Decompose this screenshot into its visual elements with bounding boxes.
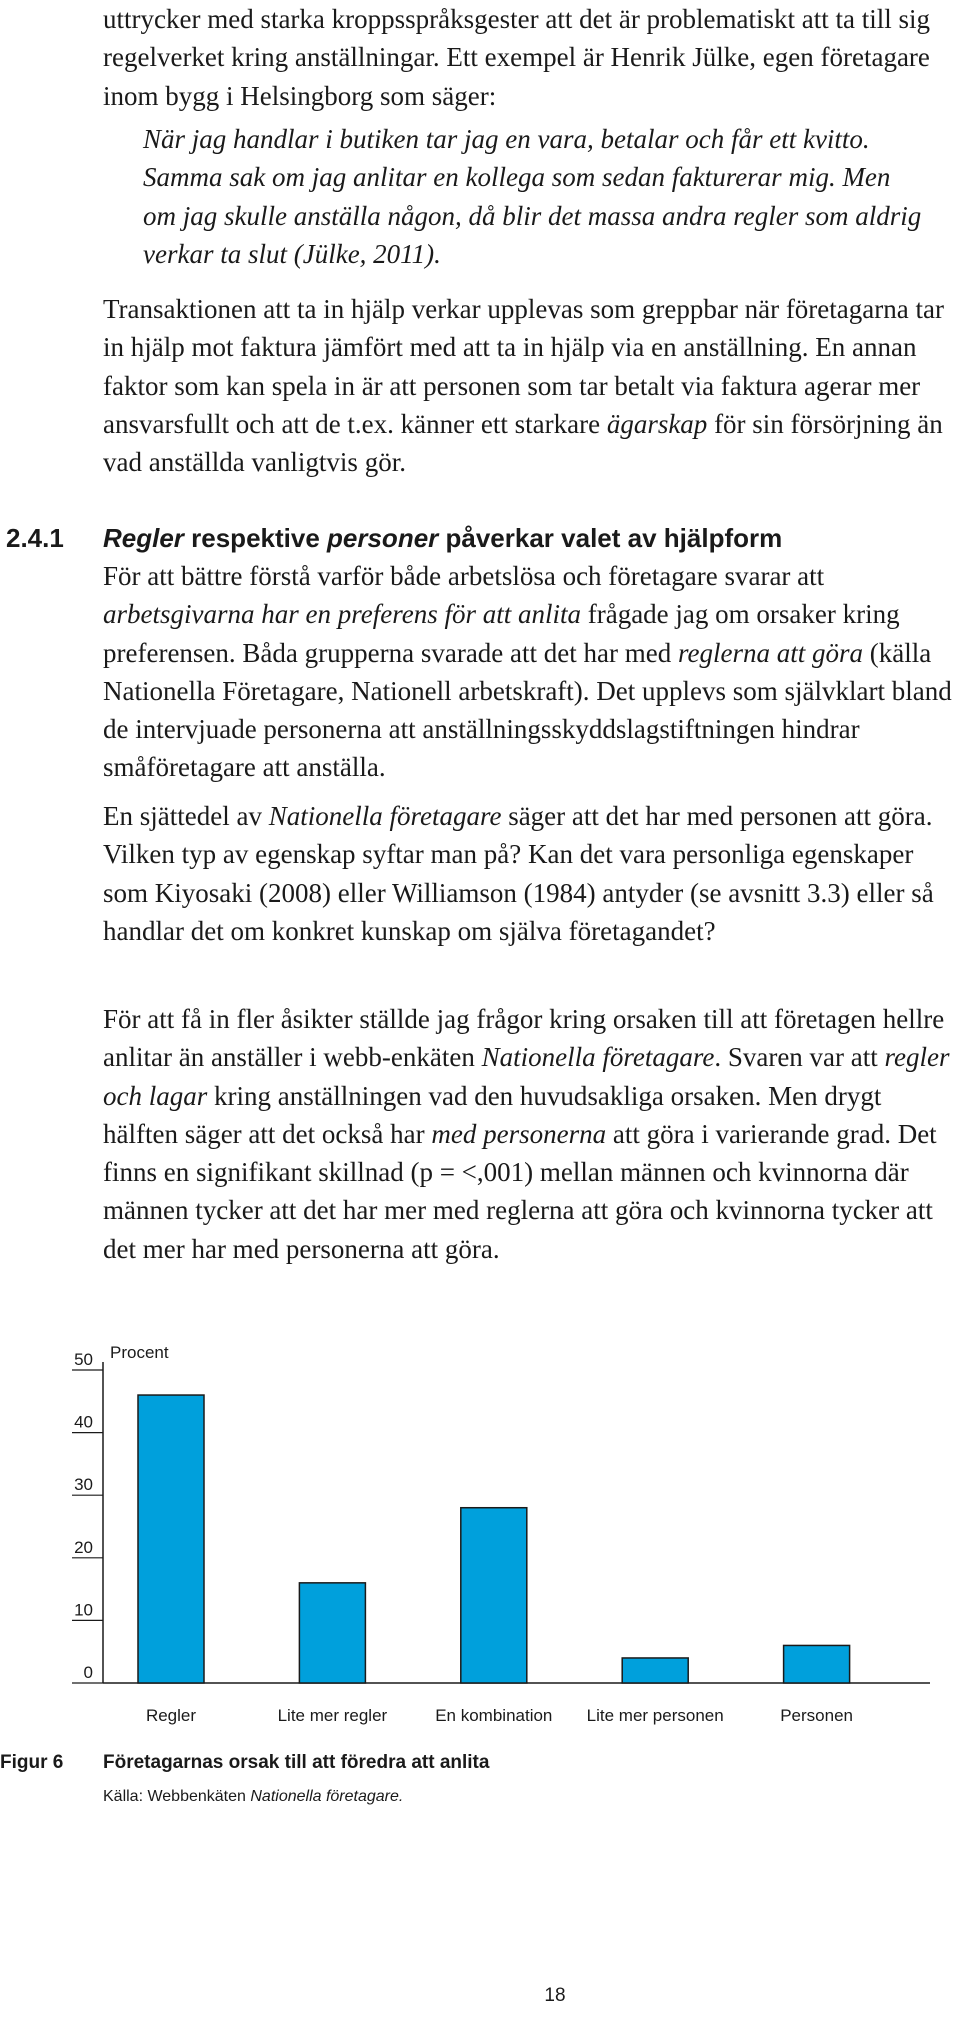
- transaction-text: Transaktionen att ta in hjälp verkar upplevas som greppbar när företagarna tar in hjälp mot faktura jämfört med att ta in hjälp via en anställning. En annan faktor som kan spela in är att personen som tar betalt via faktura agerar mer ansvarsfullt och att de t.ex. känner ett starkare ägarskap för sin försörjning än vad anställda vanligtvis gör.: [103, 294, 944, 478]
- x-category-label: En kombination: [435, 1706, 553, 1725]
- y-tick-label: 40: [74, 1412, 93, 1432]
- paragraph-survey: För att få in fler åsikter ställde jag frågor kring orsaken till att företagen hellre anlitar än anställer i webb-enkäten Nationella företagare. Svaren var att regler och lagar kring anställningen vad den huvudsakliga orsaken. Men drygt hälften säger att det också har med personerna att göra i varierande grad. Det finns en signifikant skillnad (p = <,001) mellan männen och kvinnorna där männen tycker att det har mer med reglerna att göra och kvinnorna tycker att det mer har med personerna att göra.: [103, 1004, 950, 1264]
- x-category-label: Lite mer regler: [277, 1706, 388, 1725]
- figure-label: Figur 6: [0, 1752, 64, 1773]
- y-tick-label: 0: [83, 1663, 93, 1682]
- page-number: 18: [544, 1985, 566, 2006]
- section-heading: [0, 518, 960, 558]
- x-category-label: Regler: [145, 1706, 197, 1725]
- block-quote: [143, 120, 923, 273]
- y-tick-label: 50: [74, 1350, 93, 1369]
- bar: [461, 1508, 527, 1683]
- section-title: Regler respektive personer påverkar valet av hjälpform: [103, 523, 783, 553]
- paragraph-sixth: En sjättedel av Nationella företagare säger att det har med personen att göra. Vilken typ av egenskap syftar man på? Kan det vara personliga egenskaper som Kiyosaki (2008) eller Williamson (1984) antyder (se avsnitt 3.3) eller så handlar det om konkret kunskap om själva företagandet?: [103, 801, 934, 946]
- paragraph-preferences: För att bättre förstå varför både arbetslösa och företagare svarar att arbetsgivarna har en preferens för att anlita frågade jag om orsaker kring preferensen. Båda grupperna svarade att det har med reglerna att göra (källa Nationella Företagare, Nationell arbetskraft). Det upplevs som självklart bland de intervjuade personerna att anställningsskyddslagstiftningen hindrar småföretagare att anställa.: [103, 561, 952, 783]
- y-tick-label: 20: [74, 1537, 93, 1557]
- quote-text: När jag handlar i butiken tar jag en vara, betalar och får ett kvitto. Samma sak om jag anlitar en kollega som sedan fakturerar mig. Men om jag skulle anställa någon, då blir det massa andra regler som aldrig verkar ta slut (Jülke, 2011).: [143, 124, 922, 269]
- figure-source: Källa: Webbenkäten Nationella företagare.: [103, 1788, 404, 1805]
- figure-title: Företagarnas orsak till att föredra att anlita: [103, 1752, 490, 1773]
- x-category-label: Lite mer personen: [586, 1706, 724, 1725]
- y-tick-label: 10: [74, 1600, 93, 1620]
- x-category-label: Personen: [780, 1706, 853, 1725]
- section-number: 2.4.1: [6, 523, 64, 553]
- y-axis-title: Procent: [110, 1343, 169, 1362]
- bar: [784, 1645, 850, 1683]
- y-tick-label: 30: [74, 1475, 93, 1495]
- bar: [622, 1658, 688, 1683]
- transaction-paragraph: [103, 290, 955, 481]
- bar: [138, 1395, 204, 1683]
- bar: [299, 1583, 365, 1683]
- intro-text: uttrycker med starka kroppsspråksgester att det är problematiskt att ta till sig regelverket kring anställningar. Ett exempel är Henrik Jülke, egen företagare inom bygg i Helsingborg som säger:: [103, 4, 931, 111]
- bar-chart: [0, 1330, 960, 1730]
- bar-chart-svg: [0, 1330, 960, 1730]
- intro-paragraph: [103, 0, 955, 115]
